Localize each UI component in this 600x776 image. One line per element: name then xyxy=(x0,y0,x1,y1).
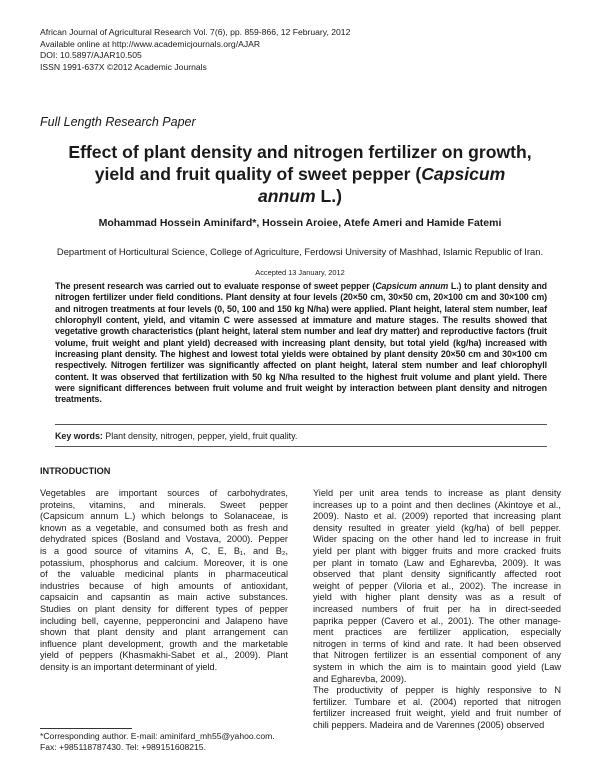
right-col-line: The productivity of pepper is highly responsive to N xyxy=(313,685,561,696)
left-col-line: potassium, phosphorus and calcium. Moreover, it is one xyxy=(40,557,288,568)
section-heading-introduction: INTRODUCTION xyxy=(40,466,111,476)
right-col-line: Yield per unit area tends to increase as plant density xyxy=(313,488,561,498)
footnote-rule xyxy=(40,728,132,729)
journal-line: African Journal of Agricultural Research Vol. 7(6), pp. 859-866, 12 February, 2012 xyxy=(40,27,351,37)
abstract xyxy=(55,281,547,406)
journal-header xyxy=(40,27,560,73)
right-col-line: chili peppers. Madeira and de Varennes (2005) observed xyxy=(313,719,545,730)
right-col-line: yield per plant with bigger fruits and more cracked fruits xyxy=(313,545,561,556)
left-col-line: Vegetables are important sources of carbohydrates, xyxy=(40,488,288,498)
right-column xyxy=(313,488,561,731)
abstract-part-1: The present research was carried out to evaluate response of sweet pepper ( xyxy=(55,281,376,291)
keywords-text: Plant density, nitrogen, pepper, yield, fruit quality. xyxy=(102,431,298,441)
affiliation: Department of Horticultural Science, College of Agriculture, Ferdowsi University of Mashhad, Islamic Republic of Iran. xyxy=(56,246,544,257)
right-col-line: fertilizer increased fruit weight, yield and fruit number of xyxy=(313,708,561,719)
abstract-part-2: L.) to plant density and nitrogen fertilizer under field conditions. Plant density at four levels (20×50 cm, 30×50 cm, 20×100 cm and 30×100 cm) and nitrogen treatments at four levels (0, 50, 100 and 150 kg N/ha) were applied. Plant height, lateral stem number, leaf chlorophyll content, yield, and vitamin C were assessed at immature and mature stages. The results showed that vegetative growth characteristics (plant height, lateral stem number and leaf dry matter) and reproductive factors (fruit volume, fruit weight and plant yield) decreased with increasing plant density, but total yield (kg/ha) increased with increasing plant density. The highest and lowest total yields were obtained by plant density 20×50 cm and 30×100 cm respectively. Nitrogen fertilizer was significantly affected on plant height, lateral stem number and leaf chlorophyll content. It was observed that fertilization with 50 kg N/ha resulted to the highest fruit volume and plant yield. There were significant differences between fruit volume and fruit weight by interaction between plant density and nitrogen treatments. xyxy=(55,281,547,405)
issn-line: ISSN 1991-637X ©2012 Academic Journals xyxy=(40,61,207,72)
title-genus: Capsicum xyxy=(421,164,506,184)
right-col-line: 2009). Nasto et al. (2009) reported that increasing plant xyxy=(313,511,561,522)
title-line-2 xyxy=(30,163,570,185)
footnote xyxy=(40,731,300,753)
left-col-line: density is an important determinant of yield. xyxy=(40,661,218,672)
right-col-line: nitrogen in terms of kind and rate. It had been observed xyxy=(313,638,561,649)
right-col-line: and Egharevba, 2009). xyxy=(313,673,407,684)
footnote-line-2: Fax: +985118787430. Tel: +989151608215. xyxy=(40,742,206,752)
abstract-rule-bottom xyxy=(55,446,547,447)
footnote-line-1: *Corresponding author. E-mail: aminifard_mh55@yahoo.com. xyxy=(40,731,275,741)
right-col-line: system in which the aim is to maintain good yield (Law xyxy=(313,661,561,672)
right-col-line: increased numbers of fruit per ha in direct-seeded xyxy=(313,603,561,614)
paper-type: Full Length Research Paper xyxy=(40,115,196,129)
left-col-line: known as a vegetable, and consumed both as fresh and xyxy=(40,522,288,533)
left-col-line: influence plant development, growth and the marketable xyxy=(40,638,288,649)
right-col-line: that Nitrogen fertilizer is an essential component of any xyxy=(313,650,561,661)
right-col-line: paprika pepper (Cavero et al., 2001). The other manage- xyxy=(313,615,561,626)
right-col-line: weight of pepper (Viloria et al., 2002). The increase in xyxy=(313,580,561,591)
left-col-line: dehydrated spices (Bosland and Vostava, 2000). Pepper xyxy=(40,534,288,545)
keywords-label: Key words: xyxy=(55,431,103,441)
left-col-line: is a good source of vitamins A, C, E, B₁, and B₂, xyxy=(40,545,288,556)
right-col-line: fertilizer. Tumbare et al. (2004) reported that nitrogen xyxy=(313,696,561,707)
doi-line: DOI: 10.5897/AJAR10.505 xyxy=(40,50,142,60)
left-col-line: (Capsicum annum L.) which belongs to Solanaceae, is xyxy=(40,511,288,522)
right-col-line: per plant in tomato (Law and Egharevba, 2009). It was xyxy=(313,557,561,568)
left-col-line: yield of peppers (Khasmakhi-Sabet et al., 2009). Plant xyxy=(40,650,288,661)
title-line-3 xyxy=(30,185,570,207)
right-col-line: yield with higher plant density was as a result of xyxy=(313,592,561,603)
left-col-line: proteins, vitamins, and minerals. Sweet pepper xyxy=(40,499,288,510)
accepted-date: Accepted 13 January, 2012 xyxy=(255,268,345,277)
title-species: annum xyxy=(257,186,316,206)
abstract-rule-top xyxy=(55,424,547,425)
right-col-line: increases up to a point and then declines (Akintoye et al., xyxy=(313,499,561,510)
left-col-line: Studies on plant density for different types of pepper xyxy=(40,603,288,614)
left-col-line: industries because of high amounts of antioxidant, xyxy=(40,580,288,591)
left-col-line: of the valuable medicinal plants in pharmaceutical xyxy=(40,569,288,580)
authors: Mohammad Hossein Aminifard*, Hossein Aroiee, Atefe Ameri and Hamide Fatemi xyxy=(98,217,502,229)
keywords xyxy=(55,431,547,441)
left-column xyxy=(40,488,288,674)
abstract-species: Capsicum annum xyxy=(375,281,449,291)
left-col-line: shown that plant density and plant arrangement can xyxy=(40,627,288,638)
right-col-line: observed that plant density significantly affected root xyxy=(313,569,561,580)
title-line-1: Effect of plant density and nitrogen fertilizer on growth, xyxy=(68,142,532,162)
available-line: Available online at http://www.academicjournals.org/AJAR xyxy=(40,38,261,49)
right-col-line: ment practices are fertilizer application, especially xyxy=(313,627,561,638)
left-col-line: capsaicin and capsantin as main active substances. xyxy=(40,592,288,603)
right-col-line: Wider spacing on the other hand led to increase in fruit xyxy=(313,534,561,545)
left-col-line: including bell, cayenne, pepperoncini and Jalapeno have xyxy=(40,615,288,626)
title-line-2-prefix: yield and fruit quality of sweet pepper ( xyxy=(94,164,422,184)
right-col-line: density resulted in greater yield (kg/ha) of bell pepper. xyxy=(313,522,561,533)
title-line-3-suffix: L.) xyxy=(315,186,343,206)
paper-title xyxy=(30,141,570,207)
